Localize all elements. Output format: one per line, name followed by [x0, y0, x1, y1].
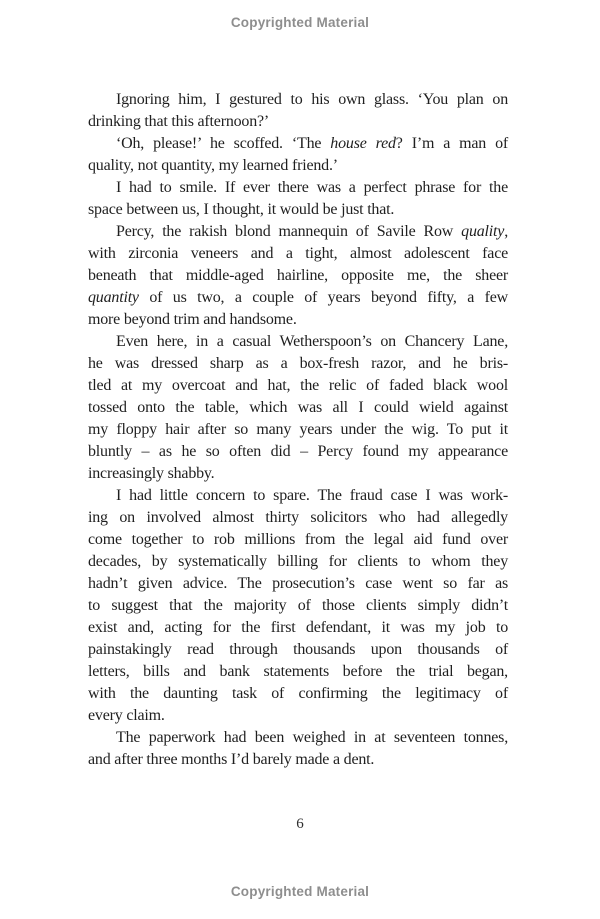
paragraph — [88, 177, 508, 221]
body-line: ing on involved almost thirty solicitors who had allegedly — [88, 509, 508, 526]
body-line: I had little concern to spare. The fraud case I was work- — [116, 487, 508, 504]
body-line: more beyond trim and handsome. — [88, 311, 297, 328]
body-line: drinking that this afternoon?’ — [88, 113, 270, 130]
paragraph — [88, 89, 508, 133]
body-line: my floppy hair after so many years under the wig. To put it — [88, 421, 508, 438]
copyright-banner-top: Copyrighted Material — [230, 15, 370, 30]
body-line: space between us, I thought, it would be just that. — [88, 201, 395, 218]
body-line: Ignoring him, I gestured to his own glass. ‘You plan on — [116, 91, 508, 108]
body-line: with zirconia veneers and a tight, almost adolescent face — [88, 245, 508, 262]
paragraph — [88, 727, 508, 771]
body-line: come together to rob millions from the legal aid fund over — [88, 531, 508, 548]
body-line: to suggest that the majority of those clients simply didn’t — [88, 597, 508, 614]
body-line: I had to smile. If ever there was a perfect phrase for the — [116, 179, 508, 196]
body-line: every claim. — [88, 707, 165, 724]
body-line: with the daunting task of confirming the legitimacy of — [88, 685, 508, 702]
body-line: bluntly – as he so often did – Percy found my appearance — [88, 443, 508, 460]
body-line: beneath that middle-aged hairline, opposite me, the sheer — [88, 267, 508, 284]
body-line: painstakingly read through thousands upon thousands of — [88, 641, 508, 658]
body-line: hadn’t given advice. The prosecution’s case went so far as — [88, 575, 508, 592]
body-line: quality, not quantity, my learned friend.’ — [88, 157, 338, 174]
body-line: tossed onto the table, which was all I could wield against — [88, 399, 508, 416]
copyright-banner-bottom: Copyrighted Material — [230, 884, 370, 899]
body-line: exist and, acting for the first defendant, it was my job to — [88, 619, 508, 636]
page-number: 6 — [296, 816, 304, 832]
body-line: quantity of us two, a couple of years beyond fifty, a few — [88, 289, 508, 306]
body-line: he was dressed sharp as a box-fresh razor, and he bris- — [88, 355, 508, 372]
paragraph — [88, 221, 508, 331]
body-line: and after three months I’d barely made a dent. — [88, 751, 375, 768]
body-line: letters, bills and bank statements before the trial began, — [88, 663, 508, 680]
paragraph — [88, 133, 508, 177]
body-line: tled at my overcoat and hat, the relic of faded black wool — [88, 377, 508, 394]
body-line: Even here, in a casual Wetherspoon’s on Chancery Lane, — [116, 333, 508, 350]
body-text — [88, 89, 508, 771]
body-line: increasingly shabby. — [88, 465, 215, 482]
body-line: ‘Oh, please!’ he scoffed. ‘The house red? I’m a man of — [116, 135, 509, 152]
body-line: decades, by systematically billing for clients to whom they — [88, 553, 508, 570]
paragraph — [88, 485, 508, 727]
body-line: Percy, the rakish blond mannequin of Savile Row quality, — [116, 223, 508, 240]
body-line: The paperwork had been weighed in at seventeen tonnes, — [116, 729, 508, 746]
paragraph — [88, 331, 508, 485]
